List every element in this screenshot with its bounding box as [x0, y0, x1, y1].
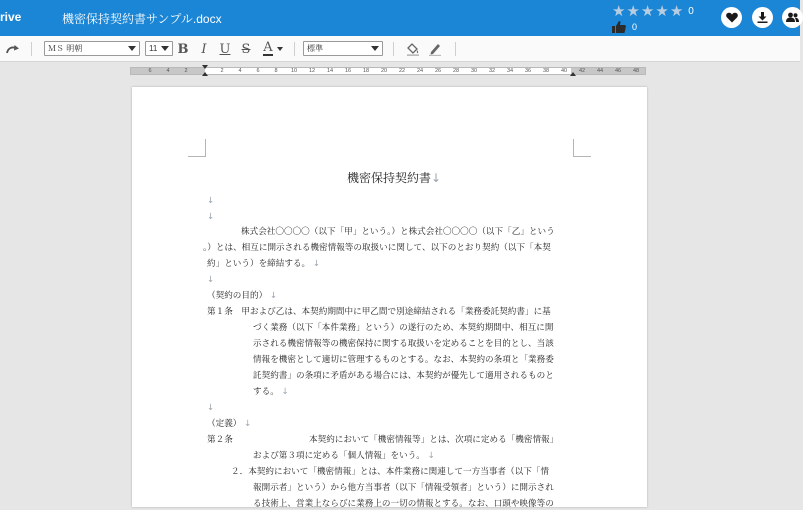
- section-heading: [207, 290, 277, 302]
- ruler-tick-label: 32: [488, 68, 496, 74]
- ruler-tick-label: 34: [506, 68, 514, 74]
- ruler-tick-label: 44: [596, 68, 604, 74]
- ruler-tick-label: 8: [274, 68, 278, 74]
- format-toolbar: [0, 36, 800, 62]
- section-heading-text: （定義）: [207, 419, 242, 429]
- ruler-tick-label: 20: [380, 68, 388, 74]
- font-color-label: A: [263, 40, 273, 55]
- paragraph-mark: ↓: [207, 275, 215, 285]
- paragraph-mark: ↓: [427, 451, 435, 461]
- text-line: 株式会社〇〇〇〇（以下「甲」という。）と株式会社〇〇〇〇（以下「乙」という: [241, 227, 555, 237]
- text-span: する。: [253, 387, 279, 397]
- ruler-tick-label: 42: [578, 68, 586, 74]
- text-line: る技術上、営業上ならびに業務上の一切の情報とする。なお、口頭や映像等の: [253, 499, 554, 509]
- paragraph-style-value: 標準: [307, 44, 323, 53]
- section-heading-text: （契約の目的）: [207, 291, 268, 301]
- redo-icon: [6, 44, 20, 54]
- ruler-tick-label: 6: [256, 68, 260, 74]
- star-icon[interactable]: ★: [669, 2, 684, 20]
- app-brand[interactable]: rive: [0, 10, 22, 24]
- like-control[interactable]: [612, 20, 637, 34]
- ruler-tick-label: 2: [220, 68, 224, 74]
- app-header: [0, 0, 800, 36]
- ruler-tick-label: 26: [434, 68, 442, 74]
- chevron-down-icon: [161, 46, 169, 51]
- star-rating[interactable]: [612, 3, 694, 19]
- ruler-tick-label: 40: [560, 68, 568, 74]
- redo-button[interactable]: [4, 40, 22, 58]
- share-users-button[interactable]: [782, 7, 803, 28]
- ruler-tick-label: 38: [542, 68, 550, 74]
- toolbar-separator: [455, 42, 456, 56]
- favorite-button[interactable]: [721, 7, 742, 28]
- ruler-tick-label: 48: [632, 68, 640, 74]
- paragraph-mark: ↓: [281, 387, 289, 397]
- pen-icon: [428, 42, 442, 56]
- fill-color-button[interactable]: [404, 40, 422, 58]
- text-line: づく業務（以下「本件業務」という）の遂行のため、本契約期間中、相互に開: [253, 323, 554, 333]
- paragraph-mark: ↓: [269, 291, 278, 301]
- rating-count: 0: [688, 5, 694, 17]
- users-icon: [786, 12, 799, 23]
- document-page[interactable]: [132, 87, 647, 507]
- ruler-tick-label: 16: [344, 68, 352, 74]
- ruler-tick-label: 18: [362, 68, 370, 74]
- paragraph-mark: ↓: [312, 259, 321, 269]
- text-line: 本契約において「機密情報等」とは、次項に定める「機密情報」: [309, 435, 559, 445]
- heart-icon: [726, 12, 738, 23]
- document-title: 機密保持契約書サンプル.docx: [62, 12, 222, 26]
- text-line: ２．本契約において「機密情報」とは、本件業務に関連して一方当事者（以下「情: [231, 467, 549, 477]
- text-span: および第３項に定める「個人情報」をいう。: [253, 451, 425, 461]
- text-line: [253, 386, 289, 398]
- document-heading-text: 機密保持契約書: [347, 171, 432, 185]
- paragraph-mark: ↓: [207, 196, 215, 206]
- chevron-down-icon: [128, 46, 136, 51]
- paint-bucket-icon: [406, 42, 420, 56]
- font-name-value: ＭＳ 明朝: [48, 44, 83, 53]
- text-line: [207, 258, 320, 270]
- ruler-tick-label: 6: [148, 68, 152, 74]
- text-line: 託契約書」の条項に矛盾がある場合には、本契約が優先して適用されるものと: [253, 371, 554, 381]
- text-line: [253, 450, 435, 462]
- download-button[interactable]: [752, 7, 773, 28]
- ruler-tick-label: 36: [524, 68, 532, 74]
- chevron-down-icon: [277, 47, 283, 51]
- section-heading: [207, 418, 251, 430]
- text-line: 報開示者」という）から他方当事者（以下「情報受領者」という）に開示され: [253, 483, 554, 493]
- ruler-tick-label: 10: [290, 68, 298, 74]
- ruler-tick-label: 14: [326, 68, 334, 74]
- ruler-tick-label: 4: [238, 68, 242, 74]
- right-indent-marker[interactable]: [570, 72, 576, 76]
- ruler-tick-label: 46: [614, 68, 622, 74]
- text-line: 第１条 甲および乙は、本契約期間中に甲乙間で別途締結される「業務委託契約書」に基: [207, 307, 551, 317]
- star-icon[interactable]: ★: [640, 2, 655, 20]
- first-line-indent-marker[interactable]: [202, 65, 208, 69]
- font-size-select[interactable]: [145, 41, 173, 56]
- document-heading: [347, 172, 441, 184]
- toolbar-separator: [31, 42, 32, 56]
- paragraph-style-select[interactable]: [303, 41, 383, 56]
- ruler-tick-label: 4: [166, 68, 170, 74]
- paragraph-mark: ↓: [207, 403, 215, 413]
- hanging-indent-marker[interactable]: [202, 72, 208, 76]
- star-icon[interactable]: ★: [626, 2, 640, 20]
- ruler-tick-label: 24: [416, 68, 424, 74]
- toolbar-separator: [393, 42, 394, 56]
- thumbs-up-icon[interactable]: [612, 21, 626, 33]
- text-line: 。）とは、相互に開示される機密情報等の取扱いに関して、以下のとおり契約（以下「本契: [203, 243, 551, 253]
- bold-button[interactable]: B: [177, 41, 189, 57]
- paragraph-mark: ↓: [207, 212, 215, 222]
- font-color-button[interactable]: [259, 40, 287, 58]
- text-line: 情報を機密として適切に管理するものとする。なお、本契約の条項と「業務委: [253, 355, 554, 365]
- italic-button[interactable]: I: [201, 41, 207, 57]
- strikethrough-button[interactable]: S: [241, 41, 251, 57]
- like-count: 0: [632, 22, 638, 32]
- toolbar-separator: [294, 42, 295, 56]
- chevron-down-icon: [371, 46, 379, 51]
- ruler-tick-label: 28: [452, 68, 460, 74]
- ruler-tick-label: 12: [308, 68, 316, 74]
- star-icon[interactable]: ★: [655, 2, 669, 20]
- article-number: 第２条: [207, 435, 233, 445]
- crop-mark: [573, 139, 591, 157]
- text-line: 示される機密情報等の機密保持に関する取扱いを定めることを目的とし、当該: [253, 339, 554, 349]
- ruler-tick-label: 22: [398, 68, 406, 74]
- highlight-button[interactable]: [426, 40, 444, 58]
- crop-mark: [188, 139, 206, 157]
- ruler-tick-label: 2: [184, 68, 188, 74]
- ruler-tick-label: 30: [470, 68, 478, 74]
- underline-button[interactable]: U: [219, 41, 231, 57]
- paragraph-mark: ↓: [431, 171, 442, 185]
- download-icon: [757, 12, 768, 23]
- font-size-value: 11: [149, 44, 158, 53]
- paragraph-mark: ↓: [244, 419, 252, 429]
- font-name-select[interactable]: [44, 41, 140, 56]
- star-icon[interactable]: ★: [612, 2, 626, 20]
- text-span: 約」という）を締結する。: [207, 259, 311, 269]
